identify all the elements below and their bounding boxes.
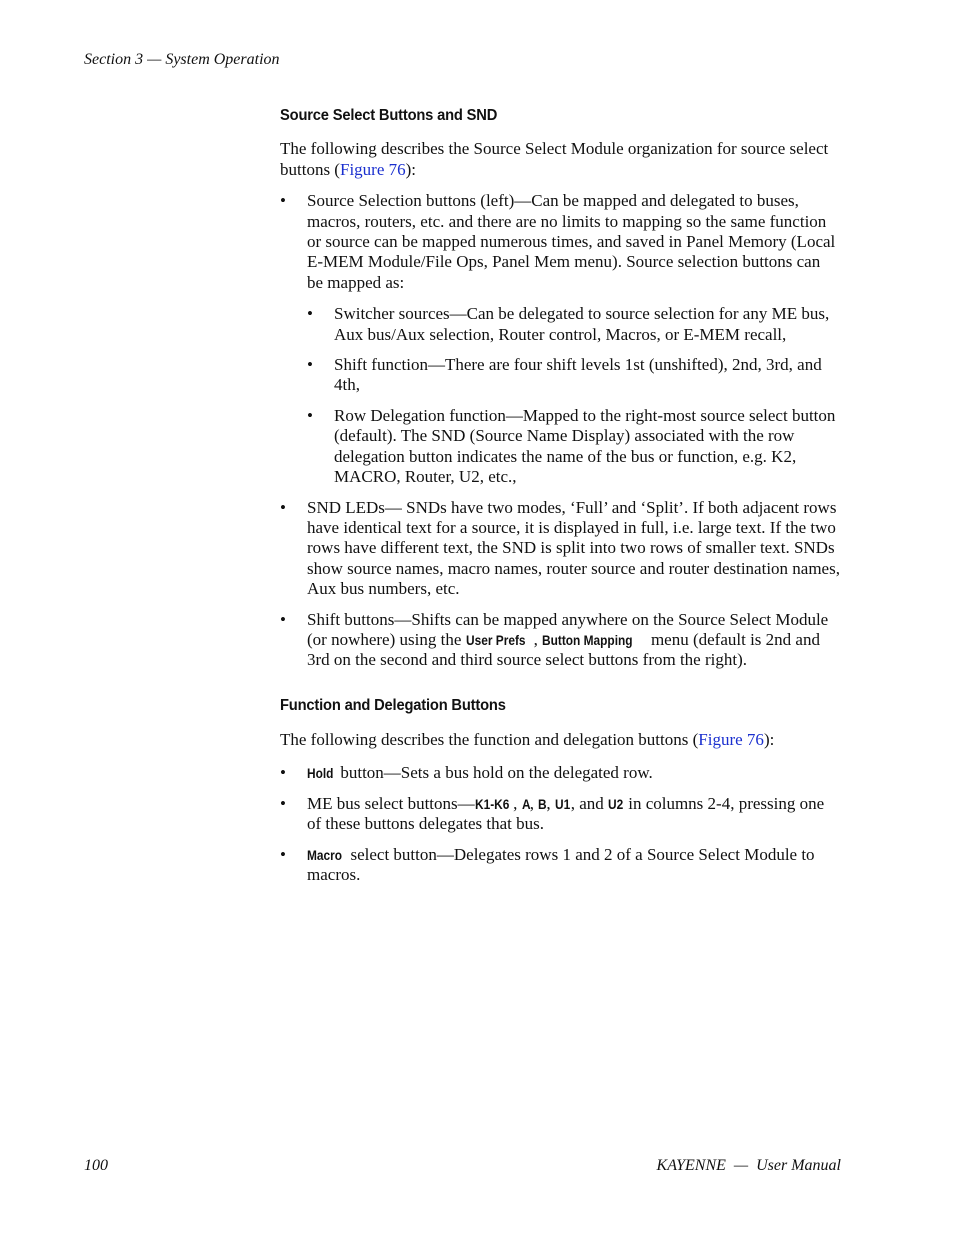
button-name-u2: U2 [608, 795, 624, 812]
button-name-b: B [538, 795, 547, 812]
list-item [280, 845, 840, 886]
menu-name-button-mapping: Button Mapping [542, 631, 633, 648]
figure-link[interactable]: Figure 76 [698, 730, 764, 750]
bullet-icon: • [280, 844, 286, 864]
button-name-macro: Macro [307, 846, 343, 863]
menu-name-user-prefs: User Prefs [465, 631, 526, 648]
bullet-icon: • [280, 191, 286, 211]
bullet-list [280, 191, 840, 671]
list-item [280, 763, 840, 783]
list-item [280, 498, 840, 600]
manual-title: KAYENNE — User Manual [656, 1157, 841, 1174]
button-name-hold: Hold [307, 764, 334, 781]
intro-text: The following describes the function and delegation buttons ( [280, 730, 699, 750]
bullet-icon: • [307, 405, 313, 425]
sub-list-item-text: Switcher sources—Can be delegated to source selection for any ME bus, Aux bus/Aux selection, Router control, Macros, or E-MEM recall, [334, 304, 830, 344]
page-number: 100 [84, 1157, 108, 1174]
running-head: Section 3 — System Operation [84, 51, 280, 68]
list-item-text: select button—Delegates rows 1 and 2 of a Source Select Module to macros. [307, 844, 815, 885]
list-item-text: Source Selection buttons (left)—Can be mapped and delegated to buses, macros, routers, etc. and there are no limits to mapping so the same function or source can be mapped numerous times, and saved in Panel Memory (Local E-MEM Module/File Ops, Panel Mem menu). Source selection buttons can be mapped as: [307, 191, 836, 292]
list-item-text: SND LEDs— SNDs have two modes, ‘Full’ and ‘Split’. If both adjacent rows have identical text for a source, it is displayed in full, i.e. large text. If the two rows have different text, the SND is split into two rows of smaller text. SNDs show source names, macro names, router source and router destination names, Aux bus numbers, etc. [307, 497, 840, 599]
separator-text: , [513, 793, 522, 813]
bullet-icon: • [307, 304, 313, 324]
section-heading-function-delegation: Function and Delegation Buttons [280, 696, 506, 714]
button-name-u1: U1 [554, 795, 571, 812]
bullet-icon: • [280, 609, 286, 629]
sub-list-item-text: Shift function—There are four shift levels 1st (unshifted), 2nd, 3rd, and 4th, [334, 355, 822, 395]
sub-list-item [307, 304, 840, 345]
list-item-text: Shift buttons—Shifts can be mapped anywhere on the Source Select Module (or nowhere) using the [307, 609, 829, 649]
bullet-icon: • [280, 762, 286, 782]
separator-text: , [546, 793, 555, 813]
section-intro-paragraph [280, 139, 840, 180]
page-content [280, 106, 840, 886]
list-item-text-end: in columns 2-4, pressing one of these buttons delegates that bus. [307, 793, 825, 834]
list-item [280, 191, 840, 487]
separator-text: , [533, 629, 543, 649]
separator-text: , and [570, 793, 609, 813]
button-name-a: A [521, 795, 531, 812]
intro-text-end: ): [405, 159, 417, 179]
bullet-list [280, 763, 840, 886]
figure-link[interactable]: Figure 76 [339, 159, 406, 179]
sub-list-item-text: Row Delegation function—Mapped to the right-most source select button (default). The SND (Source Name Display) associated with the row delegation button indicates the name of the bus or function, e.g. K2, MACRO, Router, U2, etc., [334, 405, 836, 487]
intro-text: The following describes the Source Select Module organization for source select buttons ( [280, 139, 829, 179]
list-item-text: button—Sets a bus hold on the delegated row. [336, 762, 653, 782]
section-heading-source-select: Source Select Buttons and SND [280, 107, 498, 124]
list-item [280, 610, 840, 671]
separator-text: , [529, 793, 539, 813]
list-item [280, 794, 840, 835]
button-name-k1-k6: K1-K6 [474, 795, 510, 812]
sub-bullet-list [307, 304, 840, 487]
section-intro-paragraph [280, 730, 840, 750]
bullet-icon: • [280, 497, 286, 517]
bullet-icon: • [280, 793, 286, 813]
sub-list-item [307, 406, 840, 488]
bullet-icon: • [307, 355, 313, 375]
list-item-text-end: menu (default is 2nd and 3rd on the second and third source select buttons from the right). [307, 629, 820, 670]
list-item-text: ME bus select buttons— [307, 793, 475, 813]
intro-text-end: ): [763, 730, 775, 750]
sub-list-item [307, 355, 840, 396]
